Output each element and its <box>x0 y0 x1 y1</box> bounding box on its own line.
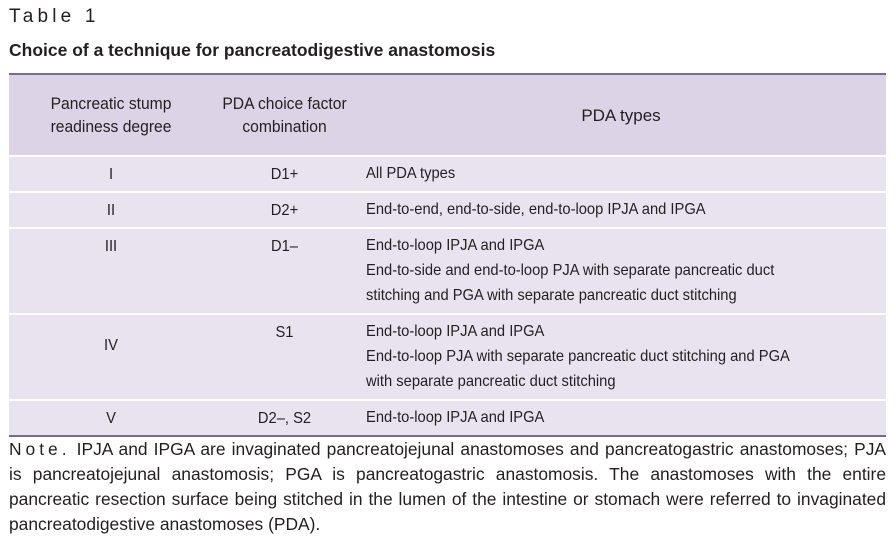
table-row <box>9 314 886 400</box>
header-degree-line-2: readiness degree <box>50 117 172 136</box>
types-line: End-to-loop IPJA and IPGA <box>366 323 545 340</box>
degree-value: I <box>108 166 114 183</box>
cell-types <box>356 192 886 228</box>
table-row <box>9 228 886 314</box>
cell-degree <box>9 400 213 435</box>
table-label: Table 1 <box>9 6 100 27</box>
cell-factor <box>213 156 356 192</box>
cell-degree <box>9 192 213 228</box>
degree-value: V <box>106 410 116 427</box>
types-line: with separate pancreatic duct stitching <box>366 373 616 390</box>
table-row <box>9 400 886 435</box>
factor-value: S1 <box>275 324 294 341</box>
factor-value: D1– <box>270 238 298 255</box>
cell-types <box>356 228 886 314</box>
cell-types <box>356 156 886 192</box>
header-degree <box>9 75 213 156</box>
table-row <box>9 156 886 192</box>
header-degree-line-1: Pancreatic stump <box>50 94 172 113</box>
types-line: End-to-end, end-to-side, end-to-loop IPJA and IPGA <box>366 201 706 218</box>
cell-degree <box>9 228 213 314</box>
types-line: End-to-side and end-to-loop PJA with separate pancreatic duct <box>366 262 775 279</box>
cell-factor <box>213 400 356 435</box>
table-note <box>9 437 886 537</box>
header-factor-line-1: PDA choice factor <box>222 94 347 113</box>
types-line: stitching and PGA with separate pancreatic duct stitching <box>366 287 737 304</box>
degree-value: III <box>104 238 118 255</box>
anastomosis-table <box>9 73 886 437</box>
table-row <box>9 192 886 228</box>
cell-types <box>356 400 886 435</box>
types-line: End-to-loop PJA with separate pancreatic duct stitching and PGA <box>366 348 790 365</box>
cell-degree <box>9 314 213 400</box>
factor-value: D2+ <box>270 202 299 219</box>
types-line: All PDA types <box>366 165 456 182</box>
types-line: End-to-loop IPJA and IPGA <box>366 409 545 426</box>
factor-value: D2–, S2 <box>257 410 312 427</box>
cell-factor <box>213 192 356 228</box>
table-title: Choice of a technique for pancreatodigestive anastomosis <box>9 40 496 60</box>
note-text: IPJA and IPGA are invaginated pancreatojejunal anastomoses and pancreatogastric anastomoses; PJA is pancreatojejunal anastomosis; PGA is pancreatogastric anastomosis. The anastomoses with the entire pancreatic resection surface being stitched in the lumen of the intestine or stomach were referred to invaginated pancreatodigestive anastomoses (PDA). <box>9 439 886 534</box>
cell-degree <box>9 156 213 192</box>
header-factor-line-2: combination <box>242 117 327 136</box>
header-types: PDA types <box>581 105 661 125</box>
note-label: Note. <box>9 439 71 459</box>
cell-types <box>356 314 886 400</box>
types-line: End-to-loop IPJA and IPGA <box>366 237 545 254</box>
degree-value: IV <box>104 337 118 354</box>
cell-factor <box>213 228 356 314</box>
degree-value: II <box>106 202 116 219</box>
cell-factor <box>213 314 356 400</box>
factor-value: D1+ <box>270 166 299 183</box>
table-header-row <box>9 75 886 156</box>
header-factor <box>213 75 356 156</box>
